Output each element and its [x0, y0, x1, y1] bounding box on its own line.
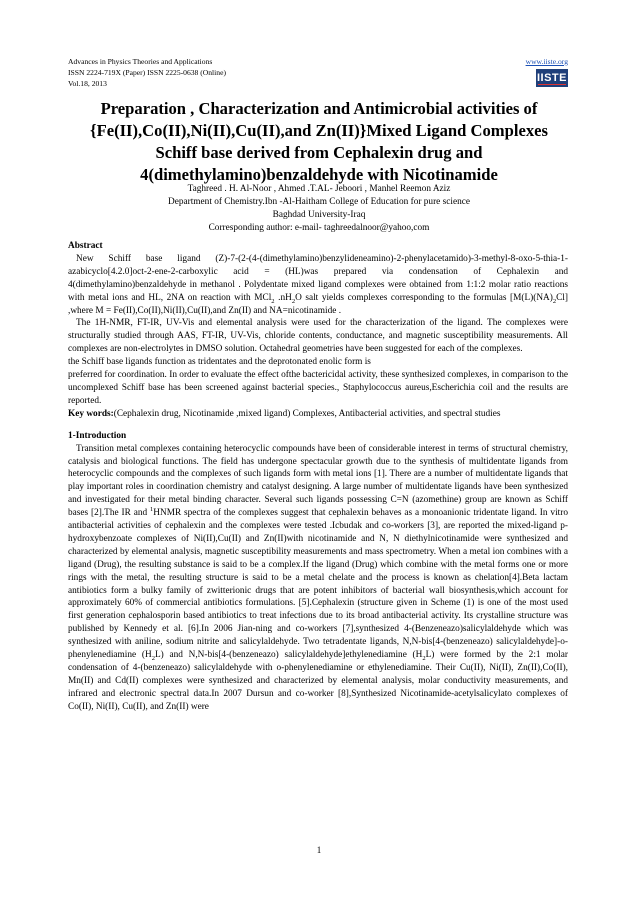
journal-issn: ISSN 2224-719X (Paper) ISSN 2225-0638 (Online) [68, 68, 226, 77]
abstract-paragraph-1: New Schiff base ligand (Z)-7-(2-(4-(dimethylamino)benzylideneamino)-2-phenylacetamido)-3-methyl-8-oxo-5-thia-1-azabicyclo[4.2.0]oct-2-ene-2-carboxylic acid = (HL)was prepared via condensation of Cephalexin and 4(dimethylamino)benzaldehyde in methanol . Polydentate mixed ligand complexes were obtained from 1:1:2 molar ratio reactions with metal ions and HL, 2NA on reaction with MCl$_2$ $.nH_2O$ salt yields complexes corresponding to the formulas $[M(L)(NA)_2Cl]$ ,where M = Fe(II),Co(II),Ni(II),Cu(II),and Zn(II) and NA=nicotinamide . [68, 253, 568, 316]
abstract-paragraph-3: the Schiff base ligands function as tridentates and the deprotonated enolic form is [68, 357, 371, 368]
introduction-heading: 1-Introduction [68, 430, 127, 441]
journal-url-link[interactable]: www.iiste.org [525, 57, 568, 66]
journal-meta [68, 56, 226, 89]
paper-body [68, 240, 568, 714]
abstract-heading: Abstract [68, 241, 103, 251]
author-block [68, 183, 570, 235]
author-affiliation: Department of Chemistry.Ibn -Al-Haitham College of Education for pure science [168, 197, 470, 207]
author-city: Baghdad University-Iraq [272, 210, 366, 220]
abstract-paragraph-4: preferred for coordination. In order to evaluate the effect ofthe bactericidal activity, these synthesized complexes, in comparison to the uncomplexed Schiff base has been screened against bacterial species., Staphylococcus aureus,Escherichia coil and the results are reported. [68, 370, 568, 406]
keywords-text: (Cephalexin drug, Nicotinamide ,mixed ligand) Complexes, Antibacterial activities, and spectral studies [113, 408, 501, 419]
journal-name: Advances in Physics Theories and Applications [68, 57, 213, 66]
keywords-label: Key words: [68, 408, 114, 419]
abstract-paragraph-2: The 1H-NMR, FT-IR, UV-Vis and elemental analysis were used for the characterization of the ligand. The complexes were structurally studied through AAS, FT-IR, UV-Vis, chloride contents, conductance, and magnetic susceptibility measurements. All complexes are non-electrolytes in DMSO solution. Octahedral geometries have been suggested for each of the complexes. [68, 318, 568, 355]
paper-title: Preparation , Characterization and Antimicrobial activities of {Fe(II),Co(II),Ni(II),Cu(II),and Zn(II)}Mixed Ligand Complexes Schiff base derived from Cephalexin drug and 4(dimethylamino)benzaldehyde with Nicotinamide [90, 99, 548, 184]
introduction-paragraph: Transition metal complexes containing heterocyclic compounds have been of considerable interest in terms of structural chemistry, catalysis and biological functions. The field has undergone spectacular growth due to the synthesis of multidentate ligands from heterocyclic compounds and the complexes of such ligands form with metal ions [1]. There are a number of multidentate ligands that play important roles in coordination chemistry and catalyst designing. A large number of multidentate ligands have been synthesized and investigated for their metal binding character. Several such ligands possessing C=N (azomethine) group are known as Schiff bases [2].The IR and $^1$HNMR spectra of the complexes suggest that cephalexin behaves as a monoanionic tridentate ligand. In vitro antibacterial activities of cephalexin and the complexes were tested .Icbudak and co-workers [3], are reported the mixed-ligand p-hydroxybenzoate complexes of Ni(II),Cu(II) and Zn(II)with nicotinamide and N, N diethylnicotinamide were synthesized and characterized by elemental analysis, magnetic susceptibility measurements and mass spectrometry. When a metal ion combines with a ligand (Drug), the resulting substance is said to be a complex.If the ligand (Drug) which combine with the metal forms one or more rings with the metal, the resulting structure is said to be a metal chelate and the process is known as chelation[4].Beta lactam antibiotics form a bulky family of zwitterionic drugs that are potent inhibitors of bacterial wall biosynthesis,which account for approximately 60% of commercial antibiotics formulations. [5].Cephalexin (structure given in Scheme (1) is one of the most used first generation cephalosporin based antibiotics to treat infections due to its broad antibacterial activity. Its crystalline structure was published by Kennedy et al. [6].In 2006 Jian-ning and co-workers [7],synthesized 4-(Benzeneazo)salicylaldehyde which was synthesized with aniline, sodium nitrite and salicylaldehyde. Two tetradentate ligands, N,N-bis[4-(benzeneazo) salicylaldehyde]-o-phenylenediamine $(H_2L)$ and N,N-bis[4-(benzeneazo) salicylaldehyde]ethylenediamine $(H_2L)$ were formed by the 2:1 molar condensation of 4-(benzeneazo) salicylaldehyde with o-phenylenediamine or ethylenediamine. Their Cu(II), Ni(II), Zn(II),Co(II), Mn(II) and Cd(II) complexes were synthesized and characterized by elemental analysis, molar conductivity measurements, and infrared and electronic spectral data.In 2007 Dursun and co-worker [8],Synthesized Nicotinamide-acetylsalicylato complexes of Co(II), Ni(II), Cu(II), and Zn(II) were [68, 443, 568, 712]
author-email: Corresponding author: e-mail- taghreedalnoor@yahoo,com [208, 223, 430, 233]
journal-volume: Vol.18, 2013 [68, 79, 107, 88]
iiste-logo: IISTE [536, 69, 568, 87]
page-number: 1 [316, 845, 322, 855]
author-names: Taghreed . H. Al-Noor , Ahmed .T.AL- Jeboori , Manhel Reemon Aziz [187, 184, 451, 194]
keywords [68, 408, 568, 421]
